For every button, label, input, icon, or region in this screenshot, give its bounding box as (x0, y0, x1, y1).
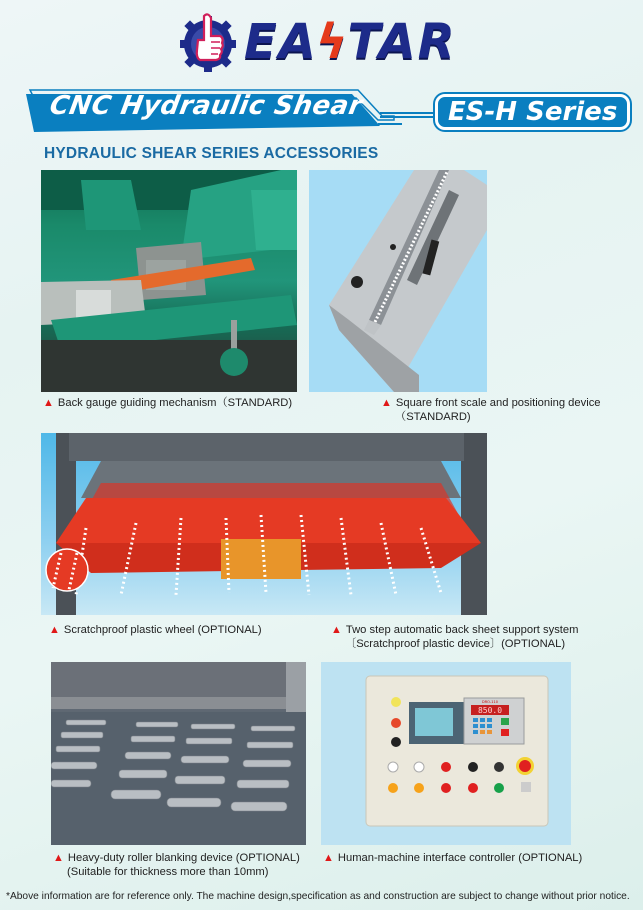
caption-roller-blanking (53, 851, 323, 879)
caption-back-gauge (43, 396, 292, 410)
banner-title: CNC Hydraulic Shear (47, 91, 365, 121)
red-triangle-icon: ▲ (43, 397, 54, 409)
red-triangle-icon: ▲ (323, 852, 334, 864)
red-triangle-icon: ▲ (331, 624, 342, 636)
red-triangle-icon: ▲ (53, 852, 64, 864)
disclaimer-footnote: *Above information are for reference only. The machine design,specification as and construction are subject to change without prior notice. (6, 891, 630, 902)
caption-text-line2: (Suitable for thickness more than 10mm) (67, 866, 269, 878)
caption-text: Two step automatic back sheet support system (345, 624, 579, 636)
logo-wordmark (244, 16, 457, 68)
logo-text-ea: EA (244, 14, 318, 70)
photo-back-gauge (41, 170, 297, 392)
caption-plastic-wheel (49, 623, 262, 637)
series-badge: ES-H Series (435, 94, 630, 130)
photo-sheet-support (41, 433, 487, 615)
caption-hmi-controller (323, 851, 582, 865)
section-title: HYDRAULIC SHEAR SERIES ACCESSORIES (44, 145, 379, 162)
caption-text: Heavy-duty roller blanking device (OPTIONAL) (67, 852, 300, 864)
caption-text: Scratchproof plastic wheel (OPTIONAL) (63, 624, 262, 636)
photo-front-scale (309, 170, 487, 392)
caption-text-line2: 〔Scratchproof plastic device〕(OPTIONAL) (345, 638, 566, 650)
svg-text:DRO-110: DRO-110 (482, 700, 498, 704)
caption-sheet-support (331, 623, 611, 651)
product-banner (22, 88, 402, 136)
logo-text-tar: TAR (347, 14, 457, 70)
photo-roller-blanking (51, 662, 306, 845)
caption-text: Human-machine interface controller (OPTIONAL) (337, 852, 583, 864)
svg-text:850.0: 850.0 (477, 706, 503, 715)
wheel-inset-zoom (46, 549, 88, 591)
red-triangle-icon: ▲ (49, 624, 60, 636)
thumbs-up-gear-icon (176, 10, 240, 74)
caption-text-line2: （STANDARD) (395, 411, 471, 423)
photo-hmi-controller (321, 662, 571, 845)
caption-text: Square front scale and positioning device (395, 397, 601, 409)
red-triangle-icon: ▲ (381, 397, 392, 409)
lightning-bolt-icon: ϟ (315, 14, 350, 70)
caption-text: Back gauge guiding mechanism（STANDARD) (57, 397, 293, 409)
caption-front-scale (381, 396, 611, 424)
eastar-logo (176, 8, 456, 76)
